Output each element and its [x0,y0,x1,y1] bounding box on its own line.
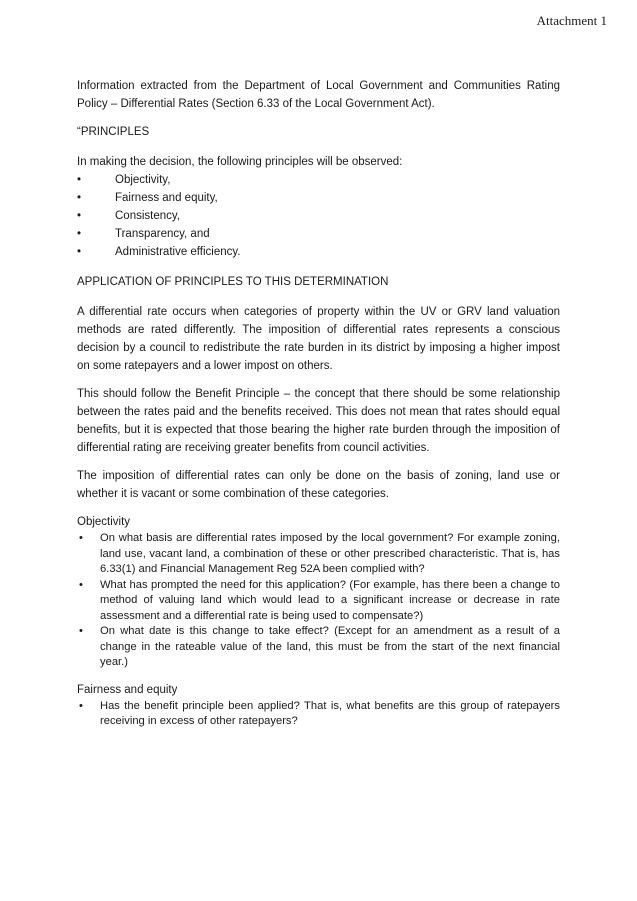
list-item [77,189,560,207]
list-item-text: Consistency, [115,210,180,222]
intro-paragraph: Information extracted from the Department of Local Government and Communities Rating Policy – Differential Rates (Section 6.33 of the Local Government Act). [77,80,560,110]
list-item [77,578,560,625]
list-item-text: Administrative efficiency. [115,246,241,258]
bullet-icon: • [77,210,82,222]
bullet-icon: • [77,246,82,258]
principles-list [77,171,560,261]
document-body [77,77,560,730]
fairness-heading: Fairness and equity [77,683,178,696]
bullet-icon: • [79,625,83,637]
list-item [77,171,560,189]
list-item-text: What has prompted the need for this application? (For example, has there been a change to method of valuing land which would lead to a significant increase or decrease in rate assessment and a differential rate is being used to compensate?) [100,578,560,622]
list-item [77,531,560,578]
bullet-icon: • [79,578,83,591]
body-paragraph: The imposition of differential rates can only be done on the basis of zoning, land use or whether it is vacant or some combination of these categories. [77,470,560,500]
fairness-list [77,699,560,730]
application-heading: APPLICATION OF PRINCIPLES TO THIS DETERMINATION [77,276,389,288]
body-paragraph: This should follow the Benefit Principle – the concept that there should be some relationship between the rates paid and the benefits received. This does not mean that rates should equal benefits, but it is expected that those bearing the higher rate burden through the imposition of differential rating are receiving greater benefits from council activities. [77,388,560,454]
body-paragraph: A differential rate occurs when categories of property within the UV or GRV land valuation methods are rated differently. The imposition of differential rates represents a conscious decision by a council to redistribute the rate burden in its district by imposing a higher impost on some ratepayers and a lower impost on others. [77,306,560,372]
list-item-text: Fairness and equity, [115,192,218,204]
bullet-icon: • [77,174,82,186]
bullet-icon: • [77,192,82,204]
principles-lead: In making the decision, the following principles will be observed: [77,156,403,168]
list-item-text: Has the benefit principle been applied? That is, what benefits are this group of ratepayers receiving in excess of other ratepayers? [100,699,560,727]
objectivity-heading: Objectivity [77,516,131,528]
list-item [77,225,560,243]
list-item-text: Transparency, and [115,228,210,240]
list-item [77,624,560,671]
objectivity-list [77,531,560,671]
list-item [77,699,560,730]
bullet-icon: • [79,699,83,712]
list-item-text: On what date is this change to take effect? (Except for an amendment as a result of a change in the rateable value of the land, this must be from the start of the next financial year.) [100,625,560,668]
list-item [77,207,560,225]
bullet-icon: • [77,228,82,240]
attachment-label: Attachment 1 [536,13,607,28]
list-item-text: Objectivity, [115,174,171,186]
list-item-text: On what basis are differential rates imposed by the local government? For example zoning, land use, vacant land, a combination of these or other prescribed characteristic. That is, has 6.33(1) and Financial Management Reg 52A been complied with? [100,532,560,575]
list-item [77,243,560,261]
principles-heading: “PRINCIPLES [77,126,150,138]
bullet-icon: • [79,532,83,544]
